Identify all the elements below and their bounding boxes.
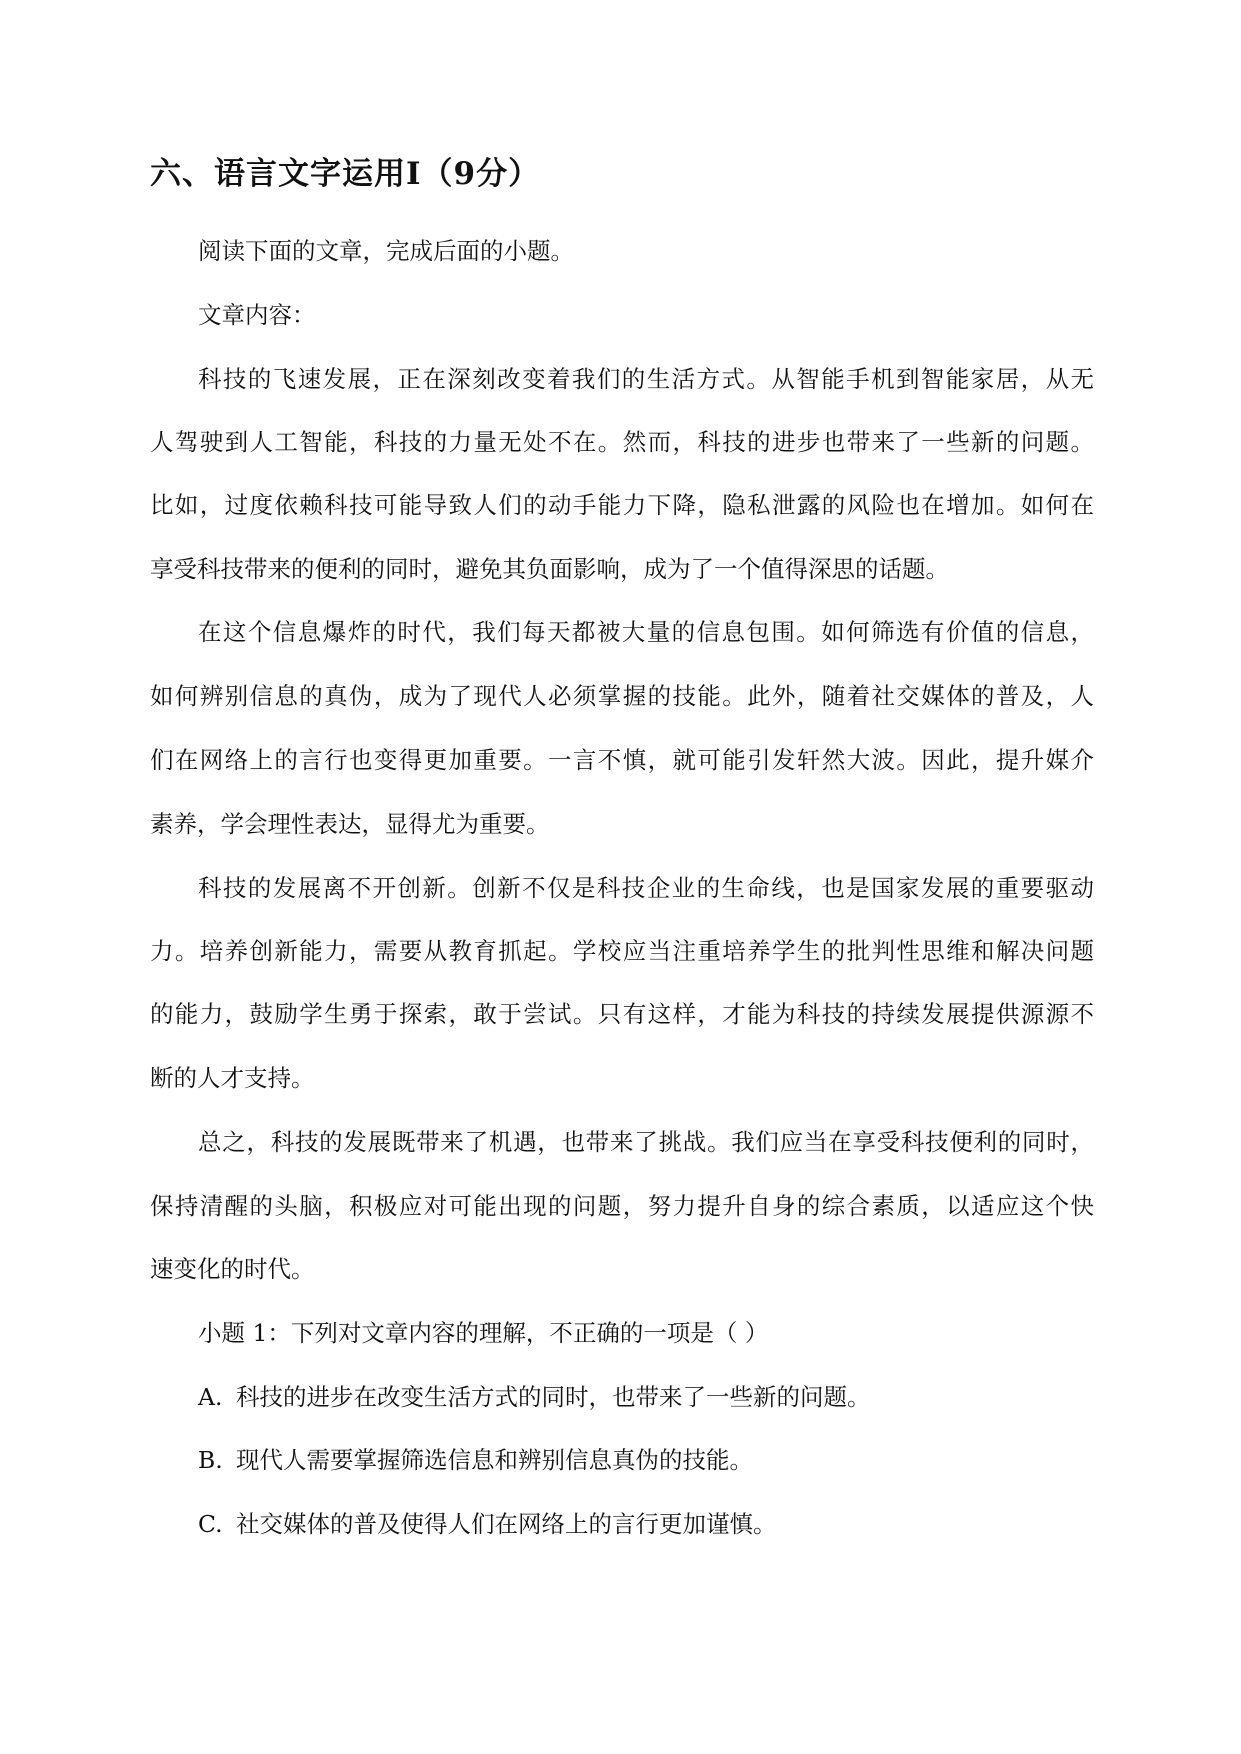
option-letter: B. bbox=[198, 1446, 223, 1474]
paragraph-line: 享受科技带来的便利的同时，避免其负面影响，成为了一个值得深思的话题。 bbox=[150, 555, 949, 583]
option-letter: C. bbox=[198, 1510, 223, 1538]
option-b bbox=[198, 1446, 753, 1474]
paragraph-line: 如何辨别信息的真伪，成为了现代人必须掌握的技能。此外，随着社交媒体的普及，人 bbox=[150, 682, 1094, 710]
option-c bbox=[198, 1510, 777, 1538]
option-a bbox=[198, 1383, 871, 1411]
instruction-text: 阅读下面的文章，完成后面的小题。 bbox=[198, 237, 574, 265]
option-text: 现代人需要掌握筛选信息和辨别信息真伪的技能。 bbox=[236, 1446, 753, 1474]
paragraph-line: 科技的发展离不开创新。创新不仅是科技企业的生命线，也是国家发展的重要驱动 bbox=[198, 874, 1094, 902]
paragraph-line: 的能力，鼓励学生勇于探索，敢于尝试。只有这样，才能为科技的持续发展提供源源不 bbox=[150, 1000, 1094, 1028]
article-label: 文章内容： bbox=[198, 301, 316, 329]
paragraph-line: 总之，科技的发展既带来了机遇，也带来了挑战。我们应当在享受科技便利的同时， bbox=[198, 1128, 1094, 1156]
paragraph-line: 断的人才支持。 bbox=[150, 1064, 315, 1092]
paragraph-line: 科技的飞速发展，正在深刻改变着我们的生活方式。从智能手机到智能家居，从无 bbox=[198, 365, 1094, 393]
option-letter: A. bbox=[198, 1383, 223, 1411]
paragraph-line: 力。培养创新能力，需要从教育抓起。学校应当注重培养学生的批判性思维和解决问题 bbox=[150, 937, 1094, 965]
question-stem: 小题 1：下列对文章内容的理解，不正确的一项是（ ） bbox=[198, 1319, 769, 1347]
paragraph-line: 们在网络上的言行也变得更加重要。一言不慎，就可能引发轩然大波。因此，提升媒介 bbox=[150, 746, 1094, 774]
paragraph-line: 人驾驶到人工智能，科技的力量无处不在。然而，科技的进步也带来了一些新的问题。 bbox=[150, 428, 1094, 456]
section-heading: 六、语言文字运用Ⅰ（9分） bbox=[150, 156, 541, 192]
paragraph-line: 速变化的时代。 bbox=[150, 1255, 315, 1283]
paragraph-line: 比如，过度依赖科技可能导致人们的动手能力下降，隐私泄露的风险也在增加。如何在 bbox=[150, 491, 1094, 519]
paragraph-line: 素养，学会理性表达，显得尤为重要。 bbox=[150, 810, 550, 838]
option-text: 科技的进步在改变生活方式的同时，也带来了一些新的问题。 bbox=[236, 1383, 871, 1411]
paragraph-line: 保持清醒的头脑，积极应对可能出现的问题，努力提升自身的综合素质，以适应这个快 bbox=[150, 1192, 1094, 1220]
paragraph-line: 在这个信息爆炸的时代，我们每天都被大量的信息包围。如何筛选有价值的信息， bbox=[198, 618, 1094, 646]
option-text: 社交媒体的普及使得人们在网络上的言行更加谨慎。 bbox=[236, 1510, 777, 1538]
